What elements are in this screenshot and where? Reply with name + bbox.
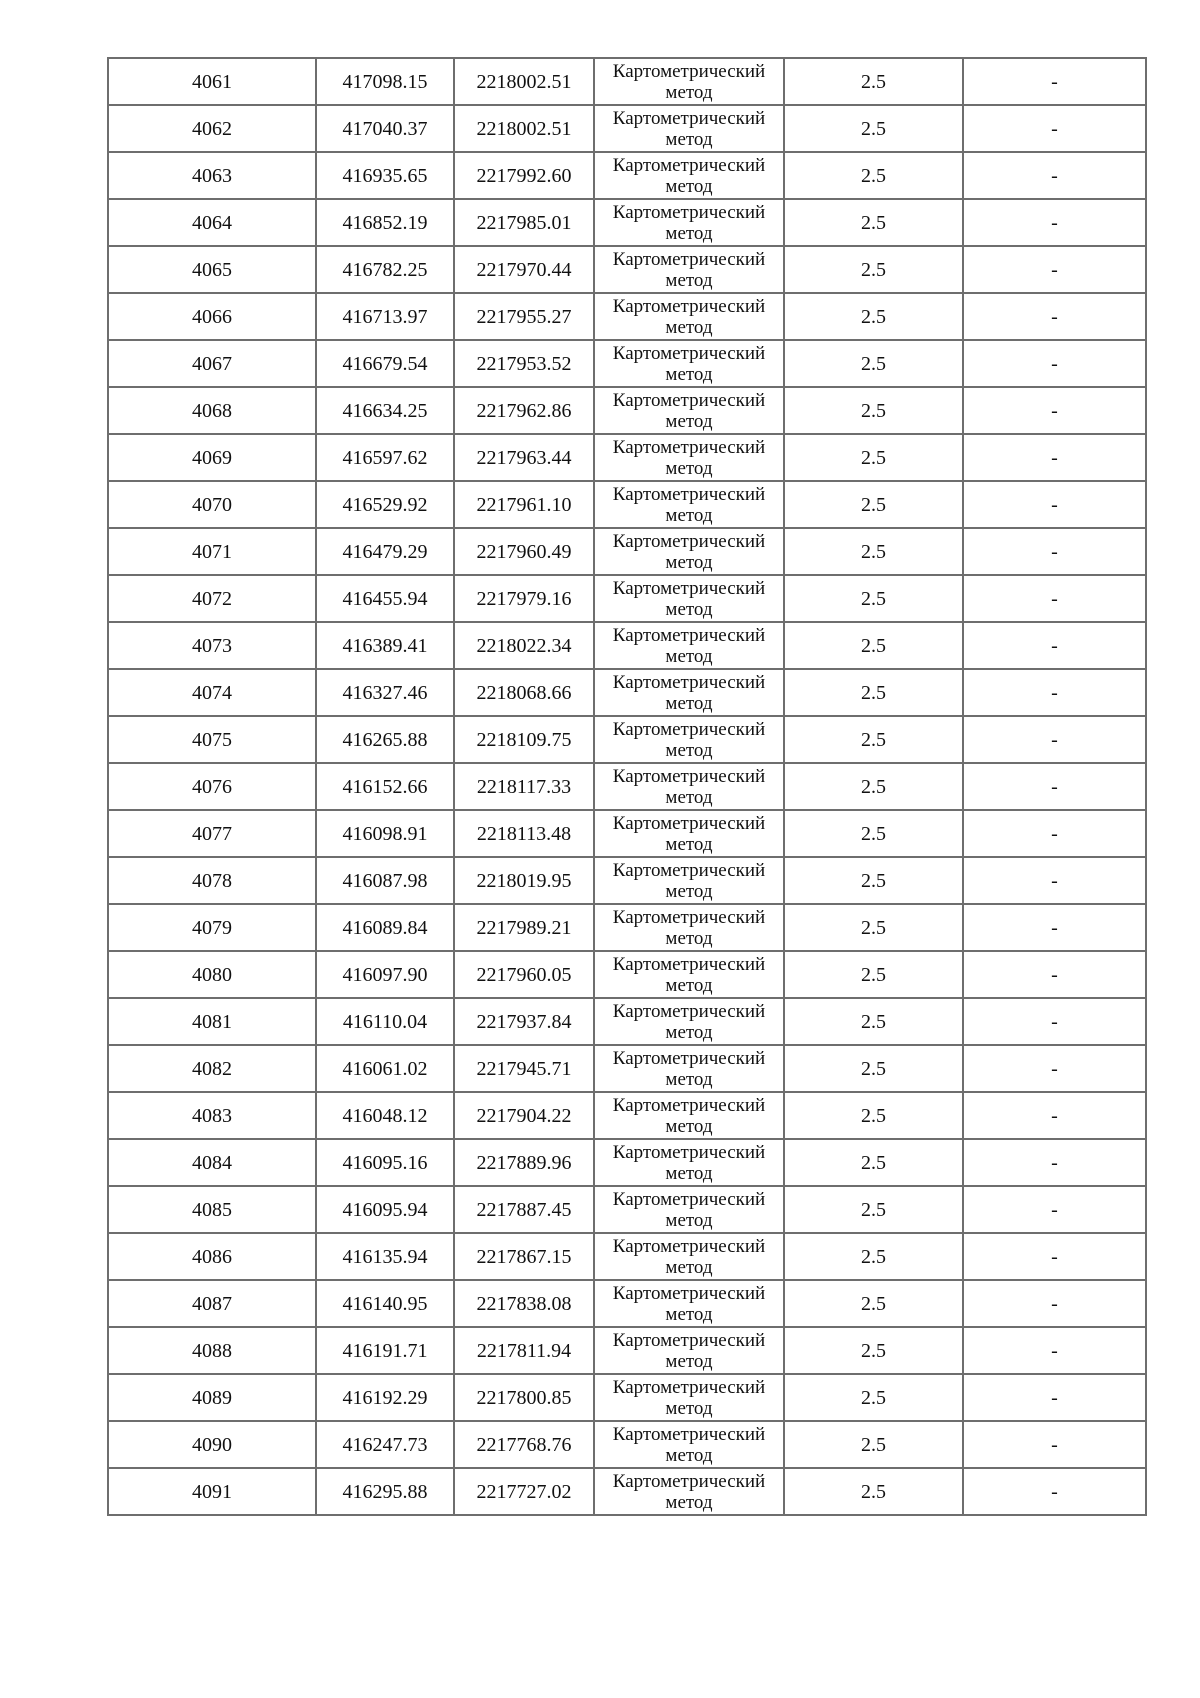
accuracy-cell: 2.5 <box>784 1421 963 1468</box>
y-coordinate-cell: 2218113.48 <box>454 810 594 857</box>
table-row <box>108 1186 1146 1233</box>
method-cell: Картометрический метод <box>594 246 784 293</box>
accuracy-cell: 2.5 <box>784 716 963 763</box>
note-cell: - <box>963 58 1146 105</box>
table-row <box>108 857 1146 904</box>
method-cell: Картометрический метод <box>594 669 784 716</box>
coordinates-table <box>107 57 1147 1516</box>
x-coordinate-cell: 416389.41 <box>316 622 454 669</box>
table-row <box>108 105 1146 152</box>
method-cell: Картометрический метод <box>594 293 784 340</box>
method-cell: Картометрический метод <box>594 1421 784 1468</box>
y-coordinate-cell: 2217989.21 <box>454 904 594 951</box>
accuracy-cell: 2.5 <box>784 669 963 716</box>
y-coordinate-cell: 2217960.49 <box>454 528 594 575</box>
x-coordinate-cell: 416110.04 <box>316 998 454 1045</box>
table-row <box>108 810 1146 857</box>
note-cell: - <box>963 810 1146 857</box>
x-coordinate-cell: 416048.12 <box>316 1092 454 1139</box>
y-coordinate-cell: 2217889.96 <box>454 1139 594 1186</box>
x-coordinate-cell: 416095.94 <box>316 1186 454 1233</box>
method-cell: Картометрический метод <box>594 904 784 951</box>
note-cell: - <box>963 575 1146 622</box>
method-cell: Картометрический метод <box>594 1045 784 1092</box>
method-cell: Картометрический метод <box>594 716 784 763</box>
accuracy-cell: 2.5 <box>784 763 963 810</box>
note-cell: - <box>963 528 1146 575</box>
accuracy-cell: 2.5 <box>784 1374 963 1421</box>
x-coordinate-cell: 416135.94 <box>316 1233 454 1280</box>
table-row <box>108 58 1146 105</box>
x-coordinate-cell: 416479.29 <box>316 528 454 575</box>
point-number-cell: 4067 <box>108 340 316 387</box>
point-number-cell: 4084 <box>108 1139 316 1186</box>
method-cell: Картометрический метод <box>594 857 784 904</box>
x-coordinate-cell: 416191.71 <box>316 1327 454 1374</box>
point-number-cell: 4090 <box>108 1421 316 1468</box>
point-number-cell: 4069 <box>108 434 316 481</box>
table-row <box>108 998 1146 1045</box>
y-coordinate-cell: 2217961.10 <box>454 481 594 528</box>
point-number-cell: 4062 <box>108 105 316 152</box>
point-number-cell: 4061 <box>108 58 316 105</box>
method-cell: Картометрический метод <box>594 1092 784 1139</box>
accuracy-cell: 2.5 <box>784 58 963 105</box>
note-cell: - <box>963 951 1146 998</box>
table-row <box>108 340 1146 387</box>
note-cell: - <box>963 1468 1146 1515</box>
method-cell: Картометрический метод <box>594 951 784 998</box>
y-coordinate-cell: 2217768.76 <box>454 1421 594 1468</box>
accuracy-cell: 2.5 <box>784 152 963 199</box>
y-coordinate-cell: 2217970.44 <box>454 246 594 293</box>
x-coordinate-cell: 416782.25 <box>316 246 454 293</box>
method-cell: Картометрический метод <box>594 340 784 387</box>
note-cell: - <box>963 763 1146 810</box>
y-coordinate-cell: 2217953.52 <box>454 340 594 387</box>
note-cell: - <box>963 1045 1146 1092</box>
note-cell: - <box>963 387 1146 434</box>
point-number-cell: 4089 <box>108 1374 316 1421</box>
accuracy-cell: 2.5 <box>784 1468 963 1515</box>
y-coordinate-cell: 2217979.16 <box>454 575 594 622</box>
accuracy-cell: 2.5 <box>784 1327 963 1374</box>
point-number-cell: 4077 <box>108 810 316 857</box>
accuracy-cell: 2.5 <box>784 857 963 904</box>
method-cell: Картометрический метод <box>594 1468 784 1515</box>
method-cell: Картометрический метод <box>594 1374 784 1421</box>
method-cell: Картометрический метод <box>594 575 784 622</box>
table-row <box>108 716 1146 763</box>
note-cell: - <box>963 481 1146 528</box>
table-row <box>108 246 1146 293</box>
x-coordinate-cell: 416089.84 <box>316 904 454 951</box>
note-cell: - <box>963 1139 1146 1186</box>
y-coordinate-cell: 2217867.15 <box>454 1233 594 1280</box>
x-coordinate-cell: 416098.91 <box>316 810 454 857</box>
accuracy-cell: 2.5 <box>784 1045 963 1092</box>
point-number-cell: 4075 <box>108 716 316 763</box>
accuracy-cell: 2.5 <box>784 575 963 622</box>
point-number-cell: 4068 <box>108 387 316 434</box>
point-number-cell: 4083 <box>108 1092 316 1139</box>
point-number-cell: 4072 <box>108 575 316 622</box>
y-coordinate-cell: 2218022.34 <box>454 622 594 669</box>
point-number-cell: 4070 <box>108 481 316 528</box>
x-coordinate-cell: 416679.54 <box>316 340 454 387</box>
point-number-cell: 4087 <box>108 1280 316 1327</box>
table-row <box>108 1374 1146 1421</box>
point-number-cell: 4082 <box>108 1045 316 1092</box>
accuracy-cell: 2.5 <box>784 1139 963 1186</box>
y-coordinate-cell: 2217960.05 <box>454 951 594 998</box>
method-cell: Картометрический метод <box>594 1327 784 1374</box>
note-cell: - <box>963 669 1146 716</box>
note-cell: - <box>963 152 1146 199</box>
table-row <box>108 481 1146 528</box>
y-coordinate-cell: 2217992.60 <box>454 152 594 199</box>
y-coordinate-cell: 2217985.01 <box>454 199 594 246</box>
x-coordinate-cell: 416095.16 <box>316 1139 454 1186</box>
point-number-cell: 4078 <box>108 857 316 904</box>
note-cell: - <box>963 1280 1146 1327</box>
x-coordinate-cell: 417040.37 <box>316 105 454 152</box>
x-coordinate-cell: 416061.02 <box>316 1045 454 1092</box>
x-coordinate-cell: 416852.19 <box>316 199 454 246</box>
accuracy-cell: 2.5 <box>784 387 963 434</box>
table-row <box>108 904 1146 951</box>
x-coordinate-cell: 416097.90 <box>316 951 454 998</box>
table-row <box>108 434 1146 481</box>
table-row <box>108 951 1146 998</box>
point-number-cell: 4063 <box>108 152 316 199</box>
accuracy-cell: 2.5 <box>784 1092 963 1139</box>
accuracy-cell: 2.5 <box>784 951 963 998</box>
accuracy-cell: 2.5 <box>784 622 963 669</box>
accuracy-cell: 2.5 <box>784 1186 963 1233</box>
accuracy-cell: 2.5 <box>784 1280 963 1327</box>
accuracy-cell: 2.5 <box>784 293 963 340</box>
table-row <box>108 387 1146 434</box>
method-cell: Картометрический метод <box>594 152 784 199</box>
table-row <box>108 1233 1146 1280</box>
table-row <box>108 622 1146 669</box>
point-number-cell: 4065 <box>108 246 316 293</box>
method-cell: Картометрический метод <box>594 434 784 481</box>
y-coordinate-cell: 2217811.94 <box>454 1327 594 1374</box>
y-coordinate-cell: 2217904.22 <box>454 1092 594 1139</box>
x-coordinate-cell: 416935.65 <box>316 152 454 199</box>
note-cell: - <box>963 293 1146 340</box>
method-cell: Картометрический метод <box>594 528 784 575</box>
method-cell: Картометрический метод <box>594 998 784 1045</box>
method-cell: Картометрический метод <box>594 622 784 669</box>
table-row <box>108 528 1146 575</box>
method-cell: Картометрический метод <box>594 58 784 105</box>
note-cell: - <box>963 1186 1146 1233</box>
accuracy-cell: 2.5 <box>784 1233 963 1280</box>
x-coordinate-cell: 416327.46 <box>316 669 454 716</box>
table-row <box>108 1421 1146 1468</box>
x-coordinate-cell: 416295.88 <box>316 1468 454 1515</box>
method-cell: Картометрический метод <box>594 763 784 810</box>
x-coordinate-cell: 416529.92 <box>316 481 454 528</box>
note-cell: - <box>963 1421 1146 1468</box>
note-cell: - <box>963 1092 1146 1139</box>
table-row <box>108 1045 1146 1092</box>
accuracy-cell: 2.5 <box>784 105 963 152</box>
method-cell: Картометрический метод <box>594 105 784 152</box>
y-coordinate-cell: 2217937.84 <box>454 998 594 1045</box>
point-number-cell: 4091 <box>108 1468 316 1515</box>
y-coordinate-cell: 2218002.51 <box>454 105 594 152</box>
accuracy-cell: 2.5 <box>784 340 963 387</box>
note-cell: - <box>963 246 1146 293</box>
y-coordinate-cell: 2217838.08 <box>454 1280 594 1327</box>
point-number-cell: 4066 <box>108 293 316 340</box>
note-cell: - <box>963 105 1146 152</box>
x-coordinate-cell: 416152.66 <box>316 763 454 810</box>
point-number-cell: 4079 <box>108 904 316 951</box>
x-coordinate-cell: 416247.73 <box>316 1421 454 1468</box>
x-coordinate-cell: 416265.88 <box>316 716 454 763</box>
point-number-cell: 4081 <box>108 998 316 1045</box>
y-coordinate-cell: 2218068.66 <box>454 669 594 716</box>
point-number-cell: 4076 <box>108 763 316 810</box>
accuracy-cell: 2.5 <box>784 810 963 857</box>
accuracy-cell: 2.5 <box>784 434 963 481</box>
note-cell: - <box>963 904 1146 951</box>
point-number-cell: 4086 <box>108 1233 316 1280</box>
accuracy-cell: 2.5 <box>784 998 963 1045</box>
note-cell: - <box>963 857 1146 904</box>
y-coordinate-cell: 2217727.02 <box>454 1468 594 1515</box>
method-cell: Картометрический метод <box>594 387 784 434</box>
y-coordinate-cell: 2218109.75 <box>454 716 594 763</box>
x-coordinate-cell: 417098.15 <box>316 58 454 105</box>
y-coordinate-cell: 2217963.44 <box>454 434 594 481</box>
coordinates-table-body <box>108 58 1146 1515</box>
note-cell: - <box>963 622 1146 669</box>
point-number-cell: 4071 <box>108 528 316 575</box>
point-number-cell: 4074 <box>108 669 316 716</box>
method-cell: Картометрический метод <box>594 1139 784 1186</box>
method-cell: Картометрический метод <box>594 481 784 528</box>
table-row <box>108 199 1146 246</box>
note-cell: - <box>963 1374 1146 1421</box>
x-coordinate-cell: 416597.62 <box>316 434 454 481</box>
x-coordinate-cell: 416192.29 <box>316 1374 454 1421</box>
x-coordinate-cell: 416140.95 <box>316 1280 454 1327</box>
note-cell: - <box>963 1233 1146 1280</box>
y-coordinate-cell: 2217945.71 <box>454 1045 594 1092</box>
y-coordinate-cell: 2218117.33 <box>454 763 594 810</box>
point-number-cell: 4088 <box>108 1327 316 1374</box>
x-coordinate-cell: 416634.25 <box>316 387 454 434</box>
table-row <box>108 575 1146 622</box>
note-cell: - <box>963 340 1146 387</box>
x-coordinate-cell: 416713.97 <box>316 293 454 340</box>
y-coordinate-cell: 2217800.85 <box>454 1374 594 1421</box>
point-number-cell: 4080 <box>108 951 316 998</box>
accuracy-cell: 2.5 <box>784 528 963 575</box>
x-coordinate-cell: 416087.98 <box>316 857 454 904</box>
table-row <box>108 1139 1146 1186</box>
accuracy-cell: 2.5 <box>784 199 963 246</box>
table-row <box>108 1280 1146 1327</box>
y-coordinate-cell: 2218002.51 <box>454 58 594 105</box>
method-cell: Картометрический метод <box>594 1280 784 1327</box>
method-cell: Картометрический метод <box>594 199 784 246</box>
method-cell: Картометрический метод <box>594 1186 784 1233</box>
accuracy-cell: 2.5 <box>784 481 963 528</box>
accuracy-cell: 2.5 <box>784 904 963 951</box>
note-cell: - <box>963 1327 1146 1374</box>
y-coordinate-cell: 2217962.86 <box>454 387 594 434</box>
method-cell: Картометрический метод <box>594 810 784 857</box>
table-row <box>108 152 1146 199</box>
y-coordinate-cell: 2217887.45 <box>454 1186 594 1233</box>
x-coordinate-cell: 416455.94 <box>316 575 454 622</box>
note-cell: - <box>963 434 1146 481</box>
y-coordinate-cell: 2218019.95 <box>454 857 594 904</box>
point-number-cell: 4073 <box>108 622 316 669</box>
note-cell: - <box>963 199 1146 246</box>
method-cell: Картометрический метод <box>594 1233 784 1280</box>
point-number-cell: 4064 <box>108 199 316 246</box>
table-row <box>108 1092 1146 1139</box>
table-row <box>108 1468 1146 1515</box>
table-row <box>108 669 1146 716</box>
table-row <box>108 1327 1146 1374</box>
table-row <box>108 293 1146 340</box>
accuracy-cell: 2.5 <box>784 246 963 293</box>
y-coordinate-cell: 2217955.27 <box>454 293 594 340</box>
table-row <box>108 763 1146 810</box>
note-cell: - <box>963 998 1146 1045</box>
point-number-cell: 4085 <box>108 1186 316 1233</box>
note-cell: - <box>963 716 1146 763</box>
